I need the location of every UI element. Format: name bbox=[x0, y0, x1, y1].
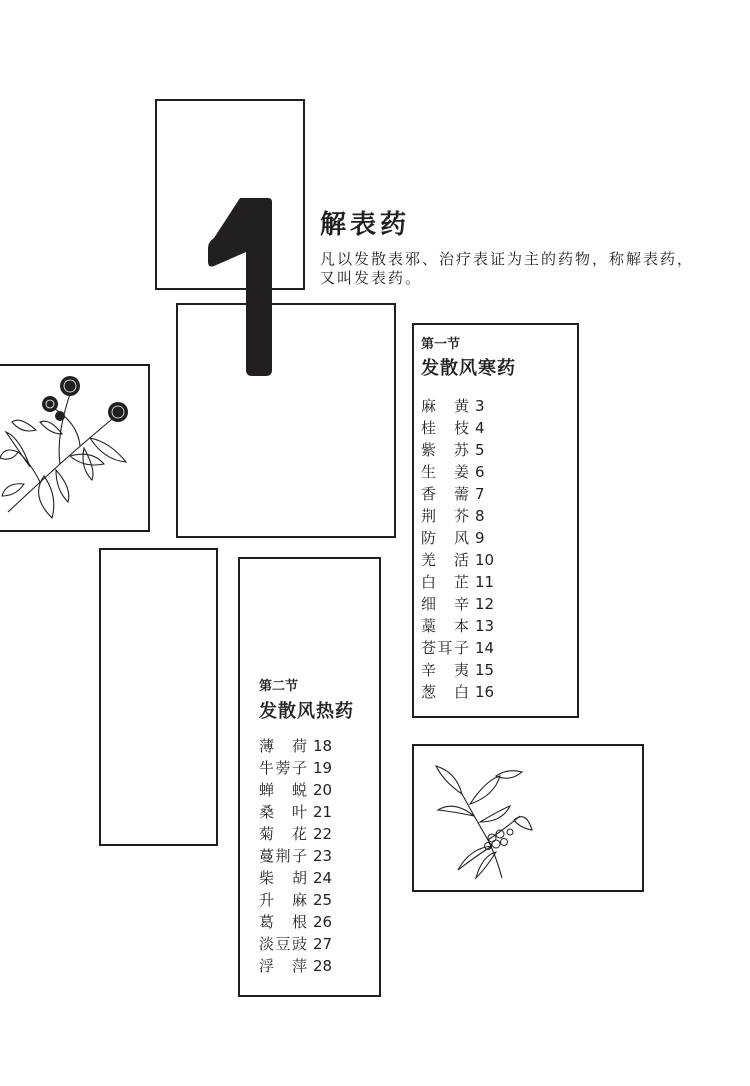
page-number: 10 bbox=[475, 551, 495, 569]
herb-name: 葛根 bbox=[259, 913, 307, 931]
list-item bbox=[259, 845, 332, 867]
list-item bbox=[259, 889, 332, 911]
list-item bbox=[421, 461, 494, 483]
page-number: 25 bbox=[313, 891, 333, 909]
page-number: 8 bbox=[475, 507, 485, 525]
herb-name: 薄荷 bbox=[259, 737, 307, 755]
list-item bbox=[421, 615, 494, 637]
list-item bbox=[421, 505, 494, 527]
list-item bbox=[259, 757, 332, 779]
list-item bbox=[421, 593, 494, 615]
list-item bbox=[421, 527, 494, 549]
herb-name: 蝉蜕 bbox=[259, 781, 307, 799]
herb-name: 升麻 bbox=[259, 891, 307, 909]
herb-name: 紫苏 bbox=[421, 441, 469, 459]
section2-label: 第二节 bbox=[259, 679, 299, 694]
list-item bbox=[259, 955, 332, 977]
page-number: 4 bbox=[475, 419, 485, 437]
list-item bbox=[259, 735, 332, 757]
page-number: 16 bbox=[475, 683, 495, 701]
list-item bbox=[259, 801, 332, 823]
herb-name: 淡豆豉 bbox=[259, 935, 307, 953]
herb-name: 桑叶 bbox=[259, 803, 307, 821]
list-item bbox=[259, 933, 332, 955]
page-number: 27 bbox=[313, 935, 333, 953]
herb-name: 生姜 bbox=[421, 463, 469, 481]
page-number: 22 bbox=[313, 825, 333, 843]
list-item bbox=[421, 549, 494, 571]
list-item bbox=[421, 659, 494, 681]
list-item bbox=[421, 439, 494, 461]
list-item bbox=[421, 417, 494, 439]
list-item bbox=[259, 867, 332, 889]
page-number: 6 bbox=[475, 463, 485, 481]
herb-name: 白芷 bbox=[421, 573, 469, 591]
page-number: 14 bbox=[475, 639, 495, 657]
section1-herb-list bbox=[421, 395, 494, 703]
herb-name: 柴胡 bbox=[259, 869, 307, 887]
list-item bbox=[421, 571, 494, 593]
page-number: 23 bbox=[313, 847, 333, 865]
herb-name: 荆芥 bbox=[421, 507, 469, 525]
chapter-title: 解表药 bbox=[320, 210, 411, 240]
page-number: 3 bbox=[475, 397, 485, 415]
page-number: 28 bbox=[313, 957, 333, 975]
list-item bbox=[259, 911, 332, 933]
herb-name: 桂枝 bbox=[421, 419, 469, 437]
herb-name: 牛蒡子 bbox=[259, 759, 307, 777]
page-number: 15 bbox=[475, 661, 495, 679]
list-item bbox=[421, 637, 494, 659]
page-number: 11 bbox=[475, 573, 495, 591]
section1-label: 第一节 bbox=[421, 337, 461, 352]
list-item bbox=[421, 681, 494, 703]
herb-name: 香薷 bbox=[421, 485, 469, 503]
chapter-description: 凡以发散表邪、治疗表证为主的药物，称解表药，又叫发表药。 bbox=[320, 250, 695, 287]
page-number: 26 bbox=[313, 913, 333, 931]
page-number: 20 bbox=[313, 781, 333, 799]
herb-name: 细辛 bbox=[421, 595, 469, 613]
page-number: 13 bbox=[475, 617, 495, 635]
herb-name: 葱白 bbox=[421, 683, 469, 701]
herb-name: 麻黄 bbox=[421, 397, 469, 415]
herb-name: 辛夷 bbox=[421, 661, 469, 679]
globe-flower-plant-icon bbox=[0, 372, 148, 528]
herb-name: 苍耳子 bbox=[421, 639, 469, 657]
section1-title: 发散风寒药 bbox=[421, 358, 516, 379]
page-number: 9 bbox=[475, 529, 485, 547]
page-number: 21 bbox=[313, 803, 333, 821]
page-number: 5 bbox=[475, 441, 485, 459]
list-item bbox=[259, 779, 332, 801]
page-number: 7 bbox=[475, 485, 485, 503]
chapter-number-graphic bbox=[200, 190, 290, 390]
list-item bbox=[259, 823, 332, 845]
herb-name: 菊花 bbox=[259, 825, 307, 843]
page-number: 19 bbox=[313, 759, 333, 777]
herb-name: 羌活 bbox=[421, 551, 469, 569]
section2-herb-list bbox=[259, 735, 332, 977]
herb-name: 蔓荆子 bbox=[259, 847, 307, 865]
herb-name: 藁本 bbox=[421, 617, 469, 635]
berry-branch-plant-icon bbox=[430, 760, 540, 880]
list-item bbox=[421, 395, 494, 417]
page-number: 12 bbox=[475, 595, 495, 613]
section2-title: 发散风热药 bbox=[259, 701, 354, 722]
herb-name: 防风 bbox=[421, 529, 469, 547]
list-item bbox=[421, 483, 494, 505]
frame-left-blank bbox=[99, 548, 218, 846]
page-number: 24 bbox=[313, 869, 333, 887]
page-number: 18 bbox=[313, 737, 333, 755]
herb-name: 浮萍 bbox=[259, 957, 307, 975]
